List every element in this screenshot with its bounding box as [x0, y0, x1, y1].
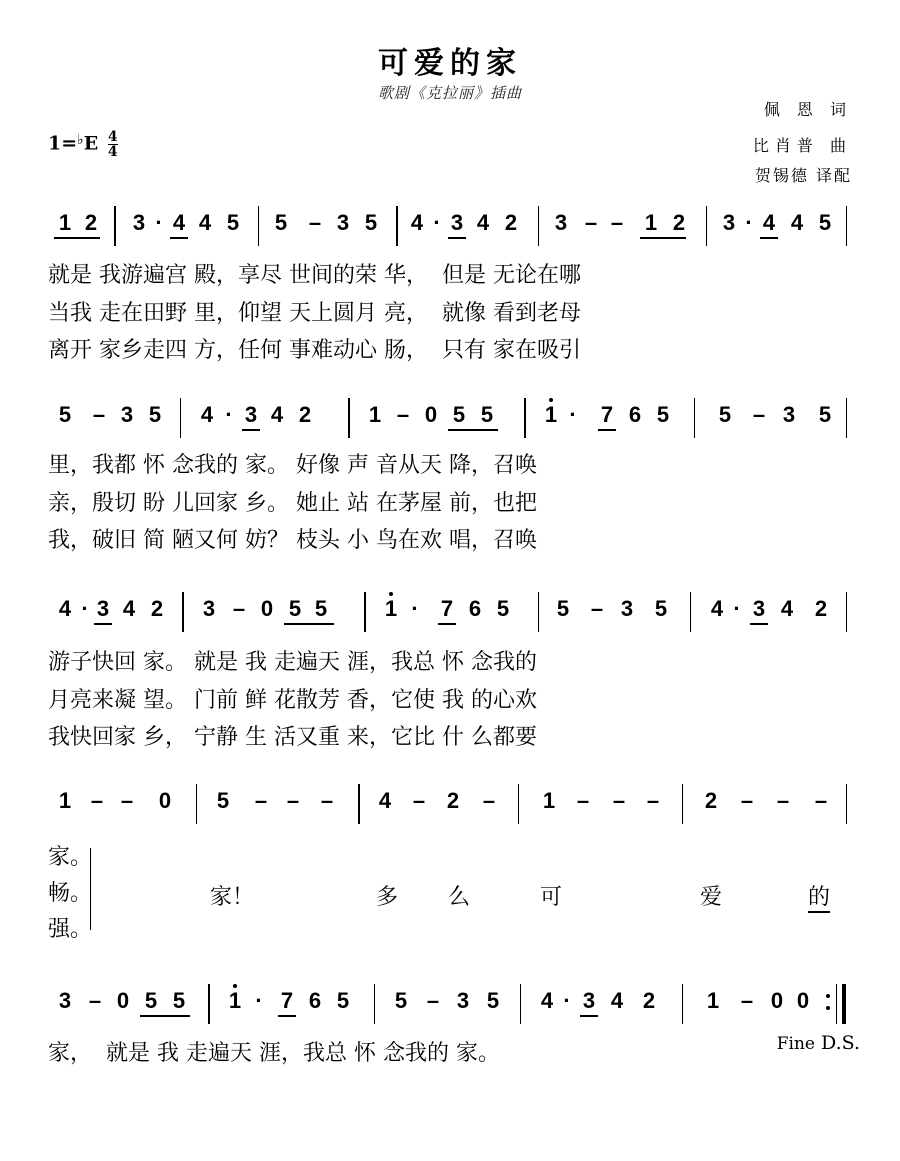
- note: 5: [58, 402, 72, 427]
- note: 5: [654, 596, 668, 621]
- dash: –: [610, 210, 624, 235]
- note: 6: [468, 596, 482, 621]
- dash: –: [814, 788, 828, 813]
- song-subtitle: 歌剧《克拉丽》插曲: [377, 84, 522, 102]
- barline: [846, 206, 847, 246]
- barline: [690, 592, 691, 632]
- key-signature: [48, 130, 118, 159]
- underline: [448, 429, 498, 431]
- note: 3: [244, 402, 258, 427]
- barline: [694, 398, 695, 438]
- lyric-line: 月亮来凝 望。 门前 鲜 花散芳 香，它使 我 的心欢: [48, 688, 537, 713]
- note: 5: [496, 596, 510, 621]
- composer-credit: 比肖普 曲: [752, 136, 852, 155]
- lyric-line: 离开 家乡走四 方，任何 事难动心 肠， 只有 家在吸引: [48, 338, 581, 363]
- fine-label: Fine: [776, 1034, 815, 1054]
- lyric-line: 我快回家 乡， 宁静 生 活又重 来，它比 什 么都要: [48, 725, 537, 750]
- note: 1: [706, 988, 720, 1013]
- refrain-word: 家！: [210, 885, 255, 910]
- note: 2: [298, 402, 312, 427]
- note: 6: [308, 988, 322, 1013]
- notation-row-1: [48, 206, 848, 242]
- note: 1: [544, 402, 558, 427]
- high-octave-dot: [549, 398, 553, 402]
- lyric-line: 我，破旧 简 陋又何 妨？ 枝头 小 鸟在欢 唱，召唤: [48, 528, 537, 553]
- note: 3: [202, 596, 216, 621]
- song-title: 可爱的家: [378, 46, 522, 81]
- note: 4: [378, 788, 392, 813]
- dash: –: [396, 402, 410, 427]
- repeat-dot: [826, 1006, 830, 1010]
- barline: [682, 984, 683, 1024]
- note: 1: [58, 788, 72, 813]
- note: 3: [120, 402, 134, 427]
- note: 5: [818, 210, 832, 235]
- note: 0: [770, 988, 784, 1013]
- note: 0: [158, 788, 172, 813]
- note: 5: [288, 596, 302, 621]
- note: 5: [148, 402, 162, 427]
- barline: [524, 398, 526, 438]
- dash: –: [576, 788, 590, 813]
- dot: ·: [411, 596, 419, 621]
- fine-ds-marking: [777, 1032, 860, 1054]
- barline: [374, 984, 375, 1024]
- lyric-line: 游子快回 家。 就是 我 走遍天 涯，我总 怀 念我的: [48, 650, 537, 675]
- time-signature: [108, 130, 118, 159]
- barline: [846, 592, 847, 632]
- dot: ·: [255, 988, 263, 1013]
- arranger-credit: 贺锡德 译配: [754, 166, 852, 185]
- note: 3: [96, 596, 110, 621]
- note: 1: [384, 596, 398, 621]
- note: 3: [752, 596, 766, 621]
- barline: [836, 984, 837, 1024]
- barline: [682, 784, 683, 824]
- note: 3: [722, 210, 736, 235]
- note: 5: [718, 402, 732, 427]
- refrain-word: 的: [808, 880, 830, 913]
- note: 0: [116, 988, 130, 1013]
- time-bottom: 4: [107, 144, 118, 160]
- note: 7: [440, 596, 454, 621]
- dash: –: [412, 788, 426, 813]
- dash: –: [612, 788, 626, 813]
- lyric-line: 就是 我游遍宫 殿，享尽 世间的荣 华， 但是 无论在哪: [48, 263, 581, 288]
- note: 4: [198, 210, 212, 235]
- note: 3: [620, 596, 634, 621]
- final-barline: [842, 984, 846, 1024]
- note: 5: [336, 988, 350, 1013]
- key-note: E: [83, 132, 99, 155]
- barline: [208, 984, 210, 1024]
- barline: [706, 206, 707, 246]
- note: 4: [710, 596, 724, 621]
- dot: ·: [569, 402, 577, 427]
- barline: [180, 398, 181, 438]
- note: 1: [644, 210, 658, 235]
- note: 7: [280, 988, 294, 1013]
- note: 5: [274, 210, 288, 235]
- note: 0: [796, 988, 810, 1013]
- note: 0: [424, 402, 438, 427]
- note: 1: [368, 402, 382, 427]
- high-octave-dot: [233, 984, 237, 988]
- note: 5: [556, 596, 570, 621]
- note: 2: [704, 788, 718, 813]
- note: 4: [790, 210, 804, 235]
- note: 5: [452, 402, 466, 427]
- note: 4: [200, 402, 214, 427]
- notation-row-5: [48, 984, 848, 1020]
- dot: ·: [155, 210, 163, 235]
- dash: –: [92, 402, 106, 427]
- barline: [364, 592, 366, 632]
- note: 2: [814, 596, 828, 621]
- underline: [580, 1015, 598, 1017]
- note: 2: [642, 988, 656, 1013]
- underline: [760, 237, 778, 239]
- note: 3: [456, 988, 470, 1013]
- note: 2: [504, 210, 518, 235]
- note: 5: [144, 988, 158, 1013]
- refrain-word: 可: [540, 885, 563, 910]
- note: 7: [600, 402, 614, 427]
- note: 4: [540, 988, 554, 1013]
- refrain-word: 么: [448, 885, 471, 910]
- underline: [140, 1015, 190, 1017]
- dash: –: [752, 402, 766, 427]
- dot: ·: [563, 988, 571, 1013]
- note: 3: [336, 210, 350, 235]
- key-prefix: 1=: [48, 132, 78, 155]
- dash: –: [286, 788, 300, 813]
- note: 5: [486, 988, 500, 1013]
- dash: –: [590, 596, 604, 621]
- barline: [846, 784, 847, 824]
- note: 3: [554, 210, 568, 235]
- ds-label: D.S.: [821, 1032, 860, 1054]
- lyric-line: 当我 走在田野 里，仰望 天上圆月 亮， 就像 看到老母: [48, 301, 581, 326]
- underline: [640, 237, 686, 239]
- note: 4: [122, 596, 136, 621]
- dash: –: [320, 788, 334, 813]
- lyric-line: 亲，殷切 盼 儿回家 乡。 她止 站 在茅屋 前，也把: [48, 491, 537, 516]
- note: 4: [410, 210, 424, 235]
- repeat-dot: [826, 994, 830, 998]
- dash: –: [88, 988, 102, 1013]
- note: 2: [672, 210, 686, 235]
- barline: [846, 398, 847, 438]
- note: 5: [656, 402, 670, 427]
- refrain-word: 爱: [700, 885, 723, 910]
- barline: [520, 984, 521, 1024]
- time-top: 4: [107, 129, 118, 145]
- notation-row-3: [48, 592, 848, 628]
- verse-brace: [90, 848, 101, 930]
- note: 3: [450, 210, 464, 235]
- underline: [750, 623, 768, 625]
- underline: [54, 237, 100, 239]
- note: 5: [394, 988, 408, 1013]
- dash: –: [90, 788, 104, 813]
- underline: [278, 1015, 296, 1017]
- dash: –: [482, 788, 496, 813]
- barline: [114, 206, 116, 246]
- underline: [170, 237, 188, 239]
- note: 4: [762, 210, 776, 235]
- notation-row-4: [48, 784, 848, 820]
- lyric-line: 里，我都 怀 念我的 家。 好像 声 音从天 降，召唤: [48, 453, 537, 478]
- barline: [182, 592, 184, 632]
- note: 4: [172, 210, 186, 235]
- note: 2: [84, 210, 98, 235]
- barline: [518, 784, 519, 824]
- note: 2: [446, 788, 460, 813]
- dot: ·: [225, 402, 233, 427]
- underline: [448, 237, 466, 239]
- lyricist-credit: 佩 恩 词: [763, 100, 852, 119]
- barline: [538, 592, 539, 632]
- flat-sign: ♭: [77, 131, 84, 148]
- underline: [438, 623, 456, 625]
- dot: ·: [745, 210, 753, 235]
- dash: –: [584, 210, 598, 235]
- note: 3: [132, 210, 146, 235]
- note: 0: [260, 596, 274, 621]
- note: 6: [628, 402, 642, 427]
- lyric-line: 畅。: [48, 881, 93, 906]
- underline: [598, 429, 616, 431]
- dash: –: [740, 988, 754, 1013]
- note: 4: [270, 402, 284, 427]
- dot: ·: [81, 596, 89, 621]
- barline: [396, 206, 398, 246]
- lyric-line: 家。: [48, 845, 93, 870]
- barline: [258, 206, 259, 246]
- dash: –: [776, 788, 790, 813]
- note: 1: [58, 210, 72, 235]
- dash: –: [232, 596, 246, 621]
- barline: [348, 398, 350, 438]
- note: 5: [314, 596, 328, 621]
- note: 1: [228, 988, 242, 1013]
- note: 5: [226, 210, 240, 235]
- dash: –: [646, 788, 660, 813]
- note: 5: [364, 210, 378, 235]
- dot: ·: [433, 210, 441, 235]
- note: 1: [542, 788, 556, 813]
- notation-row-2: [48, 398, 848, 434]
- high-octave-dot: [389, 592, 393, 596]
- note: 2: [150, 596, 164, 621]
- underline: [94, 623, 112, 625]
- note: 3: [782, 402, 796, 427]
- dash: –: [254, 788, 268, 813]
- note: 5: [216, 788, 230, 813]
- refrain-word: 多: [376, 885, 399, 910]
- note: 4: [780, 596, 794, 621]
- lyric-line: 强。: [48, 917, 93, 942]
- lyric-line: 家， 就是 我 走遍天 涯，我总 怀 念我的 家。: [48, 1041, 500, 1066]
- dot: ·: [733, 596, 741, 621]
- note: 5: [172, 988, 186, 1013]
- note: 5: [818, 402, 832, 427]
- dash: –: [308, 210, 322, 235]
- note: 5: [480, 402, 494, 427]
- dash: –: [426, 988, 440, 1013]
- note: 4: [476, 210, 490, 235]
- note: 3: [582, 988, 596, 1013]
- barline: [538, 206, 539, 246]
- note: 4: [610, 988, 624, 1013]
- underline: [284, 623, 334, 625]
- dash: –: [120, 788, 134, 813]
- note: 4: [58, 596, 72, 621]
- barline: [196, 784, 197, 824]
- note: 3: [58, 988, 72, 1013]
- underline: [242, 429, 260, 431]
- barline: [358, 784, 360, 824]
- dash: –: [740, 788, 754, 813]
